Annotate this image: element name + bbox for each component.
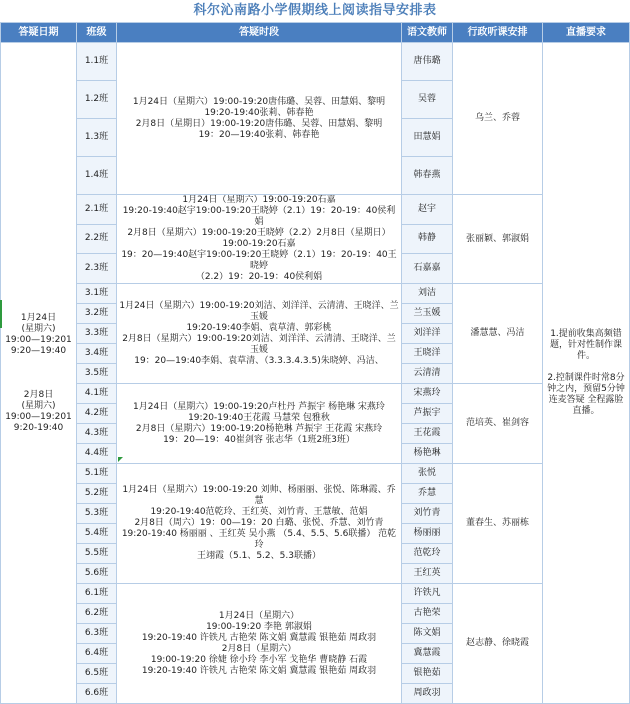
schedule-text: 1月24日（星期六）19:00-19:20刘洁、刘洋洋、云清清、王晓洋、兰玉媛 19:20-19:40李娟、袁草清、郭彩桃 2月8日（星期六）19:00-19:20刘洁、刘洋洋、云清清、王晓洋、兰玉媛 19：20—19:40李娟、袁草清、（3.3.3.4.3.5)朱晓婷、冯洁、: [119, 300, 399, 366]
teacher-cell: 吴蓉: [402, 81, 453, 119]
teacher-cell: 陈文娟: [402, 624, 453, 644]
class-cell: 3.5班: [77, 364, 117, 384]
table-row: [1, 384, 630, 404]
header-requirement: 直播要求: [543, 23, 630, 43]
schedule-cell: [117, 43, 402, 195]
class-cell: 4.3班: [77, 424, 117, 444]
teacher-cell: 许铁凡: [402, 584, 453, 604]
teacher-cell: 王花霞: [402, 424, 453, 444]
header-admin: 行政听课安排: [453, 23, 543, 43]
class-cell: 4.1班: [77, 384, 117, 404]
teacher-cell: 王红英: [402, 564, 453, 584]
schedule-text: 1月24日（星期六）19:00-19:20 刘帅、杨丽丽、张悦、陈琳霞、乔慧 19:20-19:40范乾玲、王红英、刘竹青、王慧敏、范娟 2月8日（周六）19：00—19：20 白璐、张悦、乔慧、刘竹青 19:20-19:40 杨丽丽 、王红英 吴小燕 （5.4、5.5、5.6联播） 范乾玲 王翊霞（5.1、5.2、5.3联播）: [121, 485, 397, 561]
class-cell: 6.5班: [77, 664, 117, 684]
class-cell: 2.3班: [77, 254, 117, 284]
class-cell: 5.4班: [77, 524, 117, 544]
table-row: [1, 284, 630, 304]
teacher-cell: 兰玉媛: [402, 304, 453, 324]
schedule-text: 1月24日（星期六）19:00-19:20石嘉 19:20-19:40赵宇19:00-19:20王晓婷（2.1）19：20-19：40侯利娟 2月8日（星期六）19:00-19:20王晓婷（2.2）2月8日（星期日）19:00-19:20石嘉 19：20—19:40赵宇19:00-19:20王晓婷（2.1）19：20-19：40王晓婷 （2.2）19：20-19：40侯利娟: [121, 195, 397, 282]
teacher-cell: 古艳荣: [402, 604, 453, 624]
teacher-cell: 银艳茹: [402, 664, 453, 684]
table-row: [1, 195, 630, 225]
teacher-cell: 赵宇: [402, 195, 453, 225]
admin-cell: 赵志静、徐晓霞: [453, 584, 543, 704]
table-body: [1, 43, 630, 704]
teacher-cell: 刘洁: [402, 284, 453, 304]
header-time-slot: 答疑时段: [117, 23, 402, 43]
class-cell: 5.5班: [77, 544, 117, 564]
class-cell: 6.1班: [77, 584, 117, 604]
class-cell: 1.2班: [77, 81, 117, 119]
class-cell: 1.3班: [77, 119, 117, 157]
schedule-cell: [117, 384, 402, 464]
class-cell: 1.1班: [77, 43, 117, 81]
table-row: [1, 584, 630, 604]
teacher-cell: 王晓洋: [402, 344, 453, 364]
teacher-cell: 杨丽丽: [402, 524, 453, 544]
teacher-cell: 刘洋洋: [402, 324, 453, 344]
schedule-cell: [117, 584, 402, 704]
class-cell: 3.1班: [77, 284, 117, 304]
schedule-cell: [117, 195, 402, 284]
requirement-cell: [543, 43, 630, 704]
class-cell: 3.2班: [77, 304, 117, 324]
class-cell: 3.4班: [77, 344, 117, 364]
class-cell: 5.3班: [77, 504, 117, 524]
teacher-cell: 石嘉嘉: [402, 254, 453, 284]
schedule-text: 1月24日（星期六） 19:00-19:20 李艳 郭淑娟 19:20-19:40 许铁凡 古艳荣 陈文娟 冀慧霞 银艳茹 周政羽 2月8日（星期六） 19:00-19:20 徐婕 徐小玲 李小军 戈艳华 曹晓静 石霞 19:20-19:40 许铁凡 古艳荣 陈文娟 冀慧霞 银艳茹 周政羽: [141, 610, 377, 676]
teacher-cell: 张悦: [402, 464, 453, 484]
class-cell: 5.6班: [77, 564, 117, 584]
class-cell: 4.2班: [77, 404, 117, 424]
class-cell: 6.3班: [77, 624, 117, 644]
requirement-text: 1.提前收集高频错题，针对性制作课件。 2.控制课件时常8分钟之内，预留5分钟连麦答疑 全程露脸直播。: [547, 329, 625, 416]
schedule-cell: [117, 464, 402, 584]
teacher-cell: 唐伟璐: [402, 43, 453, 81]
selection-marker: [0, 300, 2, 328]
teacher-cell: 冀慧霞: [402, 644, 453, 664]
class-cell: 6.2班: [77, 604, 117, 624]
teacher-cell: 芦振宇: [402, 404, 453, 424]
table-row: [1, 464, 630, 484]
date-text: 1月24日 (星期六) 19:00—19:201 9:20—19:40 2月8日 (星期六) 19:00—19:201 9:20-19:40: [5, 312, 72, 433]
header-class: 班级: [77, 23, 117, 43]
teacher-cell: 乔慧: [402, 484, 453, 504]
class-cell: 4.4班: [77, 444, 117, 464]
class-cell: 1.4班: [77, 157, 117, 195]
admin-cell: 张丽颖、郭淑娟: [453, 195, 543, 284]
teacher-cell: 周政羽: [402, 684, 453, 704]
teacher-cell: 杨艳琳: [402, 444, 453, 464]
header-teacher: 语文教师: [402, 23, 453, 43]
table-row: [1, 43, 630, 81]
teacher-cell: 宋燕玲: [402, 384, 453, 404]
comment-marker: [118, 457, 123, 462]
class-cell: 2.2班: [77, 224, 117, 254]
teacher-cell: 韩春燕: [402, 157, 453, 195]
class-cell: 5.2班: [77, 484, 117, 504]
teacher-cell: 刘竹青: [402, 504, 453, 524]
class-cell: 2.1班: [77, 195, 117, 225]
teacher-cell: 田慧娟: [402, 119, 453, 157]
teacher-cell: 韩静: [402, 224, 453, 254]
teacher-cell: 云清清: [402, 364, 453, 384]
schedule-text: 1月24日（星期六）19:00-19:20唐伟璐、吴蓉、田慧娟、黎明 19:20-19:40张莉、韩春艳 2月8日（星期日）19:00-19:20唐伟璐、吴蓉、田慧娟、黎明 19：20—19:40张莉、韩春艳: [132, 96, 386, 140]
admin-cell: 乌兰、乔蓉: [453, 43, 543, 195]
admin-cell: 范培英、崔剑容: [453, 384, 543, 464]
page-title: 科尔沁南路小学假期线上阅读指导安排表: [193, 3, 437, 18]
date-cell: [1, 43, 77, 704]
schedule-text: 1月24日（星期六）19:00-19:20卢杜丹 芦振宇 杨艳琳 宋燕玲 19:20-19:40王花霞 马慧荣 包雅秋 2月8日（星期六）19:00-19:20杨艳琳 芦振宇 王花霞 宋燕玲 19：20—19：40崔剑容 张志华（1班2班3班）: [133, 401, 385, 445]
teacher-cell: 范乾玲: [402, 544, 453, 564]
class-cell: 3.3班: [77, 324, 117, 344]
admin-cell: 潘慧慧、冯洁: [453, 284, 543, 384]
header-date: 答疑日期: [1, 23, 77, 43]
schedule-table: [0, 22, 630, 704]
class-cell: 5.1班: [77, 464, 117, 484]
header-row: [1, 23, 630, 43]
schedule-cell: [117, 284, 402, 384]
class-cell: 6.4班: [77, 644, 117, 664]
admin-cell: 董春生、苏丽栋: [453, 464, 543, 584]
class-cell: 6.6班: [77, 684, 117, 704]
